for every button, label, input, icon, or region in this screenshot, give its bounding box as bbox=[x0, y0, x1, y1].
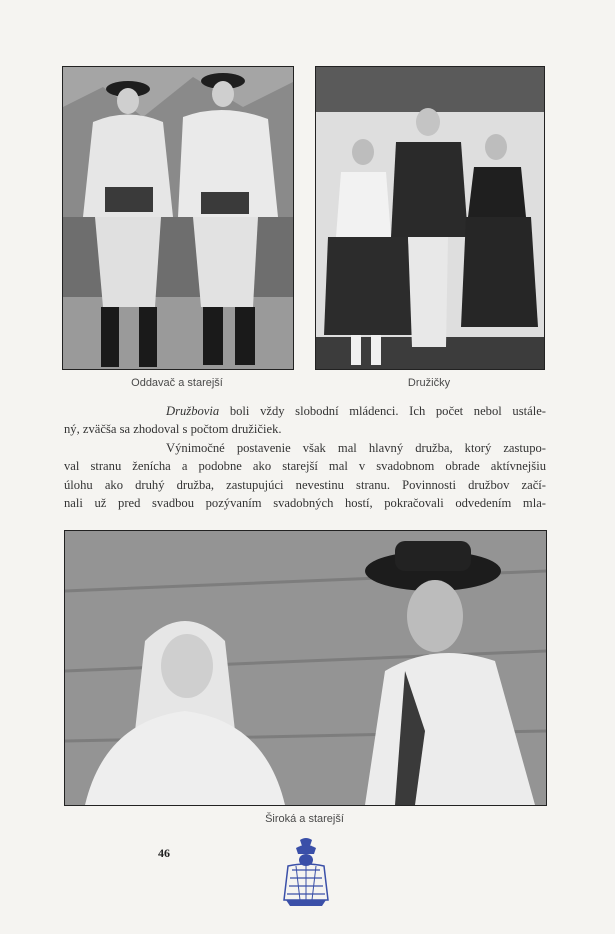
caption-photo-3: Široká a starejší bbox=[265, 813, 344, 825]
paragraph-2-line-3: úlohu ako druhý družba, zastupujúci nevestinu stranu. Povinnosti družbov začí- bbox=[64, 477, 546, 492]
paragraph-2-line-1: Výnimočné postavenie však mal hlavný družba, ktorý zastupo- bbox=[166, 440, 546, 455]
paragraph-1-line-2: ný, zväčša sa zhodoval s počtom družičiek. bbox=[64, 422, 282, 437]
page-number: 46 bbox=[158, 846, 170, 860]
body-text bbox=[64, 402, 546, 512]
photo-oddavac-a-starejsi bbox=[62, 66, 294, 370]
caption-photo-2: Družičky bbox=[407, 377, 451, 389]
caption-photo-1: Oddavač a starejší bbox=[131, 377, 223, 389]
photo-siroka-a-starejsi bbox=[64, 530, 547, 806]
paragraph-1-line-1: Družbovia boli vždy slobodní mládenci. Ich počet nebol ustále- bbox=[166, 404, 546, 418]
folk-figure-emblem-icon bbox=[282, 836, 330, 908]
paragraph-2-line-2: val stranu ženícha a podobne ako starejší mal v svadobnom obrade aktívnejšiu bbox=[64, 459, 546, 474]
paragraph-2-line-4: nali už pred svadbou pozývaním svadobných hostí, pokračovali odvedením mla- bbox=[64, 496, 546, 511]
photo-druzicky bbox=[315, 66, 545, 370]
